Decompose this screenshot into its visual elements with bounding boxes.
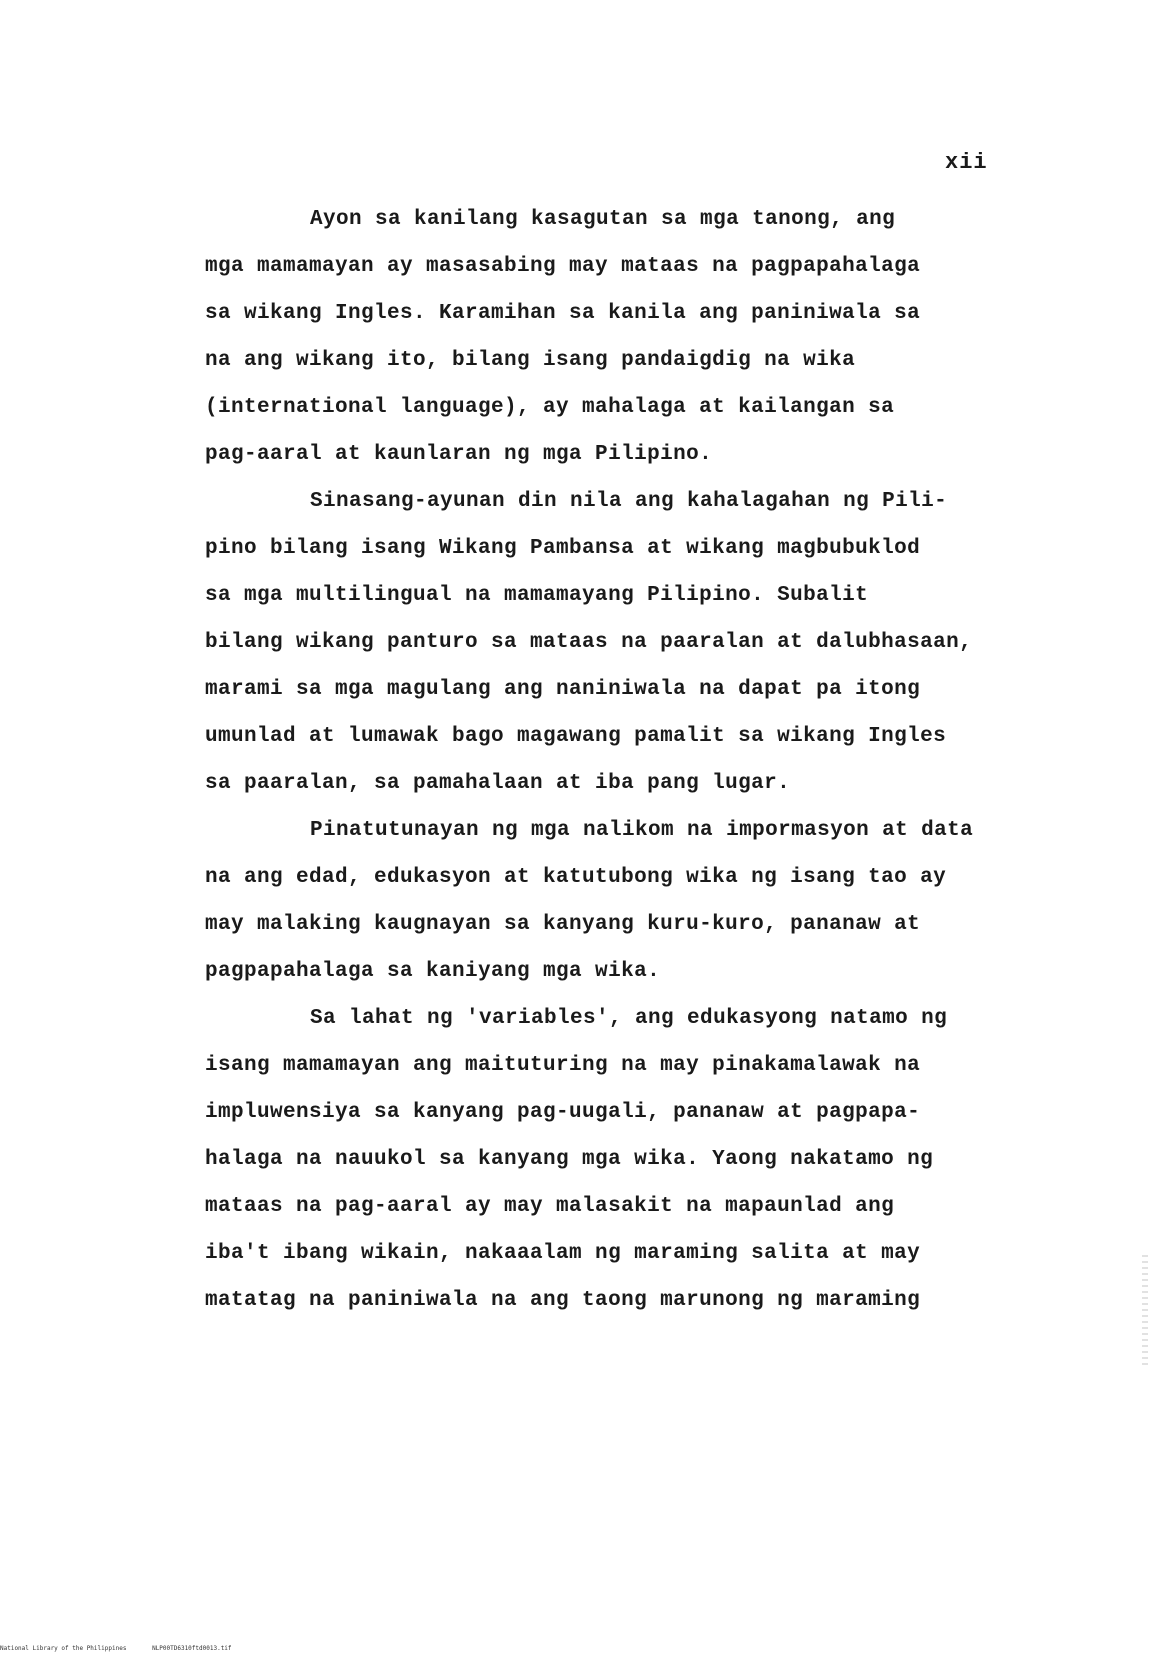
text-line: Sa lahat ng 'variables', ang edukasyong natamo ng xyxy=(310,1007,948,1030)
text-line: impluwensiya sa kanyang pag-uugali, pananaw at pagpapa- xyxy=(205,1101,921,1124)
text-line: pag-aaral at kaunlaran ng mga Pilipino. xyxy=(205,443,713,466)
text-line: (international language), ay mahalaga at kailangan sa xyxy=(205,396,895,419)
text-line: Sinasang-ayunan din nila ang kahalagahan ng Pili- xyxy=(310,490,948,513)
footer-file: NLP00TD6310ftd0013.tif xyxy=(152,1645,232,1652)
footer-library: National Library of the Philippines xyxy=(0,1645,127,1652)
text-line: umunlad at lumawak bago magawang pamalit sa wikang Ingles xyxy=(205,725,947,748)
paragraph-3 xyxy=(205,807,1065,995)
text-line: matatag na paniniwala na ang taong marunong ng maraming xyxy=(205,1289,921,1312)
text-line: Ayon sa kanilang kasagutan sa mga tanong, ang xyxy=(310,208,896,231)
text-line: marami sa mga magulang ang naniniwala na dapat pa itong xyxy=(205,678,921,701)
text-line: pagpapahalaga sa kaniyang mga wika. xyxy=(205,960,661,983)
text-line: bilang wikang panturo sa mataas na paaralan at dalubhasaan, xyxy=(205,631,973,654)
text-line: sa wikang Ingles. Karamihan sa kanila ang paniniwala sa xyxy=(205,302,921,325)
text-line: halaga na nauukol sa kanyang mga wika. Yaong nakatamo ng xyxy=(205,1148,934,1171)
scan-footer xyxy=(0,1645,254,1652)
paragraph-4 xyxy=(205,995,1065,1324)
text-line: sa paaralan, sa pamahalaan at iba pang lugar. xyxy=(205,772,791,795)
paragraph-2 xyxy=(205,478,1065,807)
text-line: iba't ibang wikain, nakaaalam ng maraming salita at may xyxy=(205,1242,921,1265)
text-line: na ang edad, edukasyon at katutubong wika ng isang tao ay xyxy=(205,866,947,889)
scan-artifact xyxy=(1142,1255,1148,1365)
text-line: isang mamamayan ang maituturing na may pinakamalawak na xyxy=(205,1054,921,1077)
text-line: sa mga multilingual na mamamayang Pilipino. Subalit xyxy=(205,584,869,607)
paragraph-1 xyxy=(205,196,1065,478)
text-line: mga mamamayan ay masasabing may mataas na pagpapahalaga xyxy=(205,255,921,278)
body-text xyxy=(205,196,1065,1324)
text-line: may malaking kaugnayan sa kanyang kuru-kuro, pananaw at xyxy=(205,913,921,936)
text-line: Pinatutunayan ng mga nalikom na impormasyon at data xyxy=(310,819,974,842)
text-line: pino bilang isang Wikang Pambansa at wikang magbubuklod xyxy=(205,537,921,560)
text-line: mataas na pag-aaral ay may malasakit na mapaunlad ang xyxy=(205,1195,895,1218)
page-number: xii xyxy=(945,150,988,175)
text-line: na ang wikang ito, bilang isang pandaigdig na wika xyxy=(205,349,856,372)
